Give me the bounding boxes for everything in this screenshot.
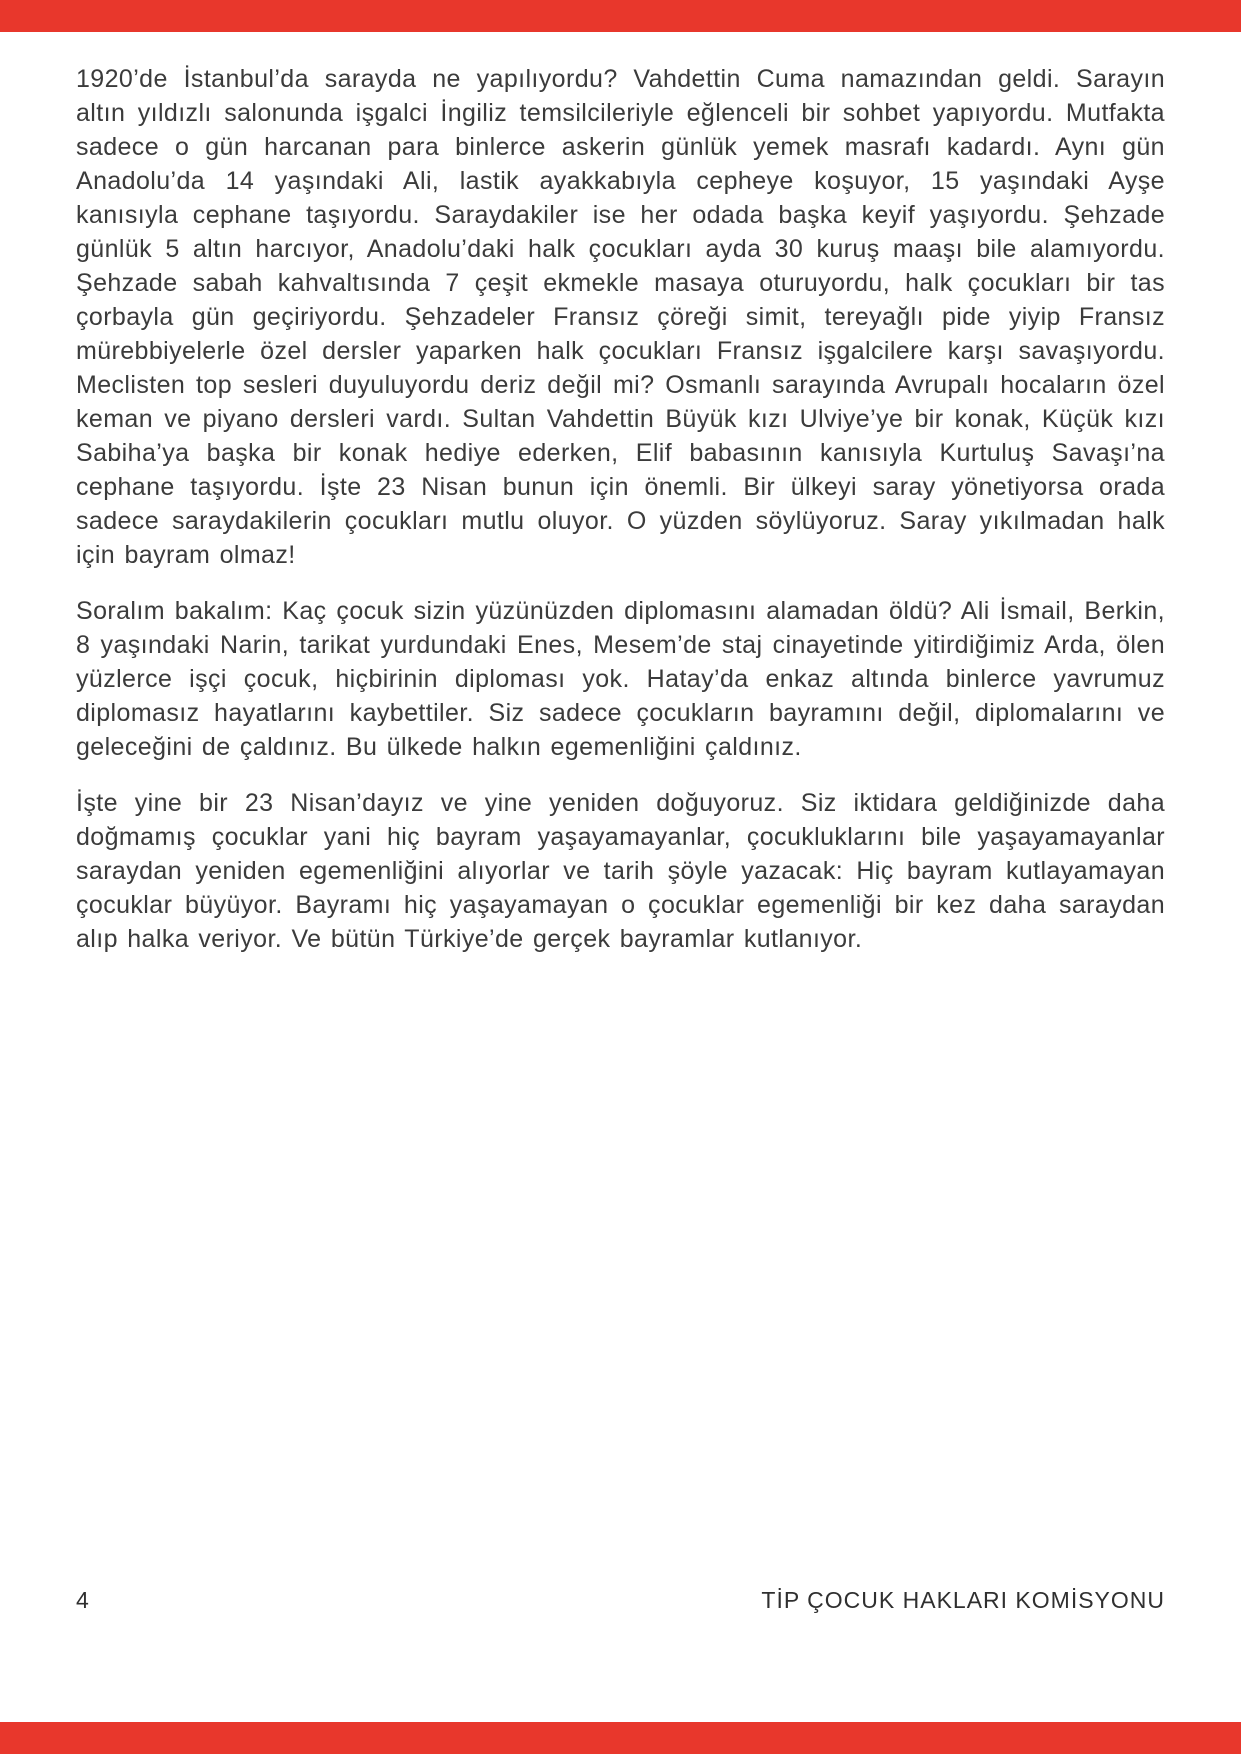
page-number: 4 [76, 1587, 89, 1613]
footer-org-name: TİP ÇOCUK HAKLARI KOMİSYONU [761, 1587, 1165, 1613]
body-paragraph-3: İşte yine bir 23 Nisan’dayız ve yine yeniden doğuyoruz. Siz iktidara geldiğinizde daha doğmamış çocuklar yani hiç bayram yaşayamayanlar, çocukluklarını bile yaşayamayanlar saraydan yeniden egemenliğini alıyorlar ve tarih şöyle yazacak: Hiç bayram kutlayamayan çocuklar büyüyor. Bayramı hiç yaşayamayan o çocuklar egemenliği bir kez daha saraydan alıp halka veriyor. Ve bütün Türkiye’de gerçek bayramlar kutlanıyor. [76, 789, 1165, 953]
body-paragraph-2: Soralım bakalım: Kaç çocuk sizin yüzünüzden diplomasını alamadan öldü? Ali İsmail, Berkin, 8 yaşındaki Narin, tarikat yurdundaki Enes, Mesem’de staj cinayetinde yitirdiğimiz Arda, ölen yüzlerce işçi çocuk, hiçbirinin diploması yok. Hatay’da enkaz altında binlerce yavrumuz diplomasız hayatlarını kaybettiler. Siz sadece çocukların bayramını değil, diplomalarını ve geleceğini de çaldınız. Bu ülkede halkın egemenliğini çaldınız. [76, 597, 1165, 761]
document-body [76, 62, 1165, 978]
top-accent-bar [0, 0, 1241, 32]
body-paragraph-1: 1920’de İstanbul’da sarayda ne yapılıyordu? Vahdettin Cuma namazından geldi. Sarayın altın yıldızlı salonunda işgalci İngiliz temsilcileriyle eğlenceli bir sohbet yapıyordu. Mutfakta sadece o gün harcanan para binlerce askerin günlük yemek masrafı kadardı. Aynı gün Anadolu’da 14 yaşındaki Ali, lastik ayakkabıyla cepheye koşuyor, 15 yaşındaki Ayşe kanısıyla cephane taşıyordu. Saraydakiler ise her odada başka keyif yaşıyordu. Şehzade günlük 5 altın harcıyor, Anadolu’daki halk çocukları ayda 30 kuruş maaşı bile alamıyordu. Şehzade sabah kahvaltısında 7 çeşit ekmekle masaya oturuyordu, halk çocukları bir tas çorbayla gün geçiriyordu. Şehzadeler Fransız çöreği simit, tereyağlı pide yiyip Fransız mürebbiyelerle özel dersler yaparken halk çocukları Fransız işgalcilere karşı savaşıyordu. Meclisten top sesleri duyuluyordu deriz değil mi? Osmanlı sarayında Avrupalı hocaların özel keman ve piyano dersleri vardı. Sultan Vahdettin Büyük kızı Ulviye’ye bir konak, Küçük kızı Sabiha’ya başka bir konak hediye ederken, Elif babasının kanısıyla Kurtuluş Savaşı’na cephane taşıyordu. İşte 23 Nisan bunun için önemli. Bir ülkeyi saray yönetiyorsa orada sadece saraydakilerin çocukları mutlu oluyor. O yüzden söylüyoruz. Saray yıkılmadan halk için bayram olmaz! [76, 65, 1165, 569]
bottom-accent-bar [0, 1722, 1241, 1754]
page-footer [76, 1587, 1165, 1614]
